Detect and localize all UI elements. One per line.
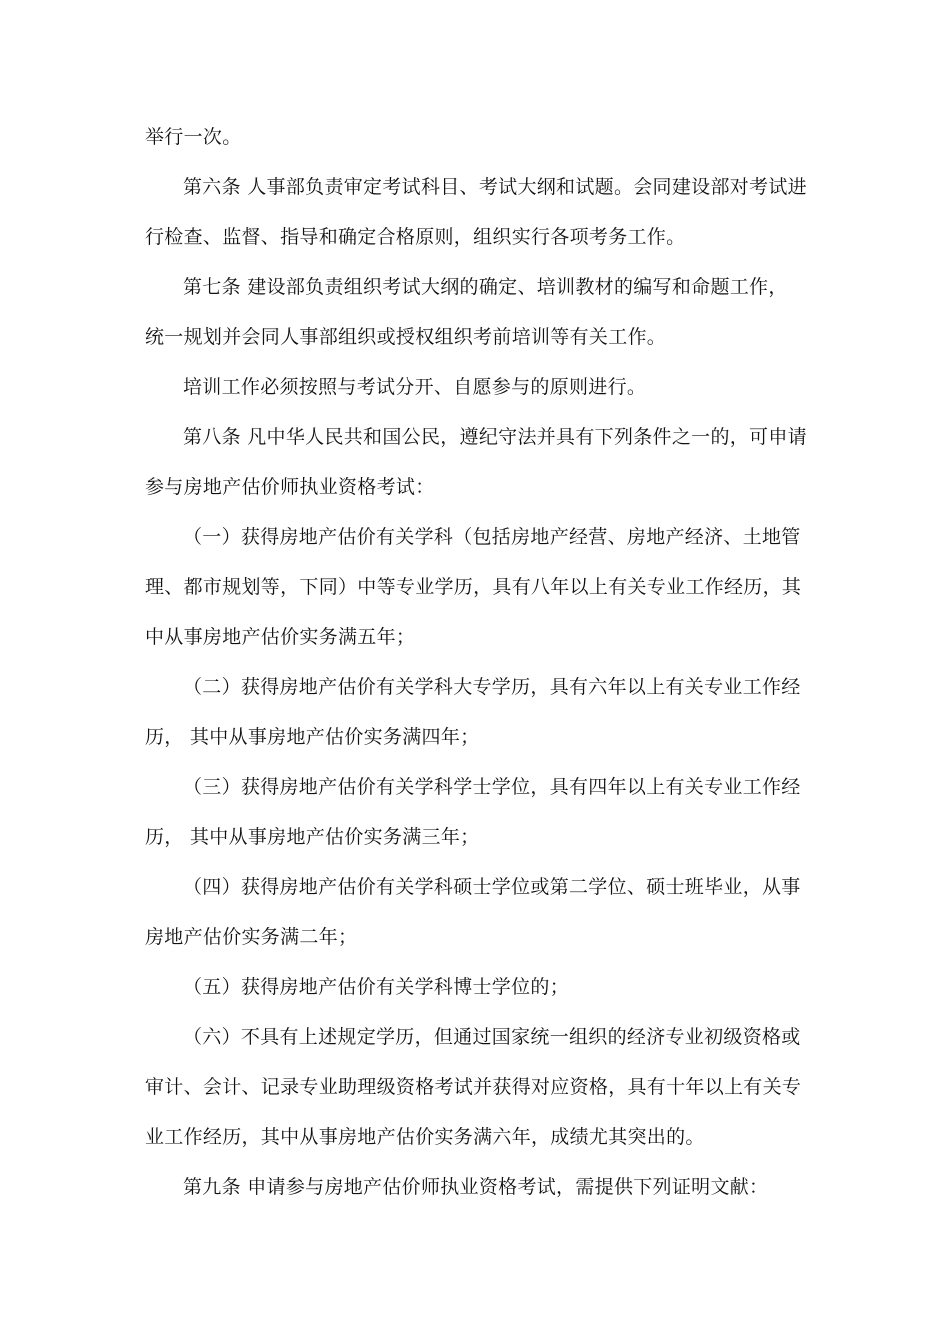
text-line: 举行一次。	[145, 126, 242, 148]
text-line: 历， 其中从事房地产估价实务满四年；	[145, 726, 480, 748]
text-line: 统一规划并会同人事部组织或授权组织考前培训等有关工作。	[145, 326, 667, 348]
text-line: 房地产估价实务满二年；	[145, 926, 358, 948]
text-line: 第九条 申请参与房地产估价师执业资格考试，需提供下列证明文献：	[183, 1176, 769, 1198]
text-line: （二）获得房地产估价有关学科大专学历，具有六年以上有关专业工作经	[183, 676, 801, 698]
text-line: 参与房地产估价师执业资格考试：	[145, 476, 435, 498]
text-line: （五）获得房地产估价有关学科博士学位的；	[183, 976, 570, 998]
text-line: 行检查、监督、指导和确定合格原则，组织实行各项考务工作。	[145, 226, 686, 248]
text-line: 第七条 建设部负责组织考试大纲的确定、培训教材的编写和命题工作，	[183, 276, 788, 298]
text-line: 审计、会计、记录专业助理级资格考试并获得对应资格，具有十年以上有关专	[145, 1076, 802, 1098]
text-line: 第八条 凡中华人民共和国公民，遵纪守法并具有下列条件之一的，可申请	[183, 426, 807, 448]
text-line: 第六条 人事部负责审定考试科目、考试大纲和试题。会同建设部对考试进	[183, 176, 807, 198]
text-line: 培训工作必须按照与考试分开、自愿参与的原则进行。	[183, 376, 647, 398]
text-line: 业工作经历，其中从事房地产估价实务满六年，成绩尤其突出的。	[145, 1126, 705, 1148]
text-line: 中从事房地产估价实务满五年；	[145, 626, 416, 648]
text-line: 理、都市规划等，下同）中等专业学历，具有八年以上有关专业工作经历，其	[145, 576, 802, 598]
text-line: （三）获得房地产估价有关学科学士学位，具有四年以上有关专业工作经	[183, 776, 801, 798]
text-line: （一）获得房地产估价有关学科（包括房地产经营、房地产经济、土地管	[183, 526, 801, 548]
text-line: （四）获得房地产估价有关学科硕士学位或第二学位、硕士班毕业，从事	[183, 876, 801, 898]
text-line: 历， 其中从事房地产估价实务满三年；	[145, 826, 480, 848]
text-line: （六）不具有上述规定学历，但通过国家统一组织的经济专业初级资格或	[183, 1026, 801, 1048]
